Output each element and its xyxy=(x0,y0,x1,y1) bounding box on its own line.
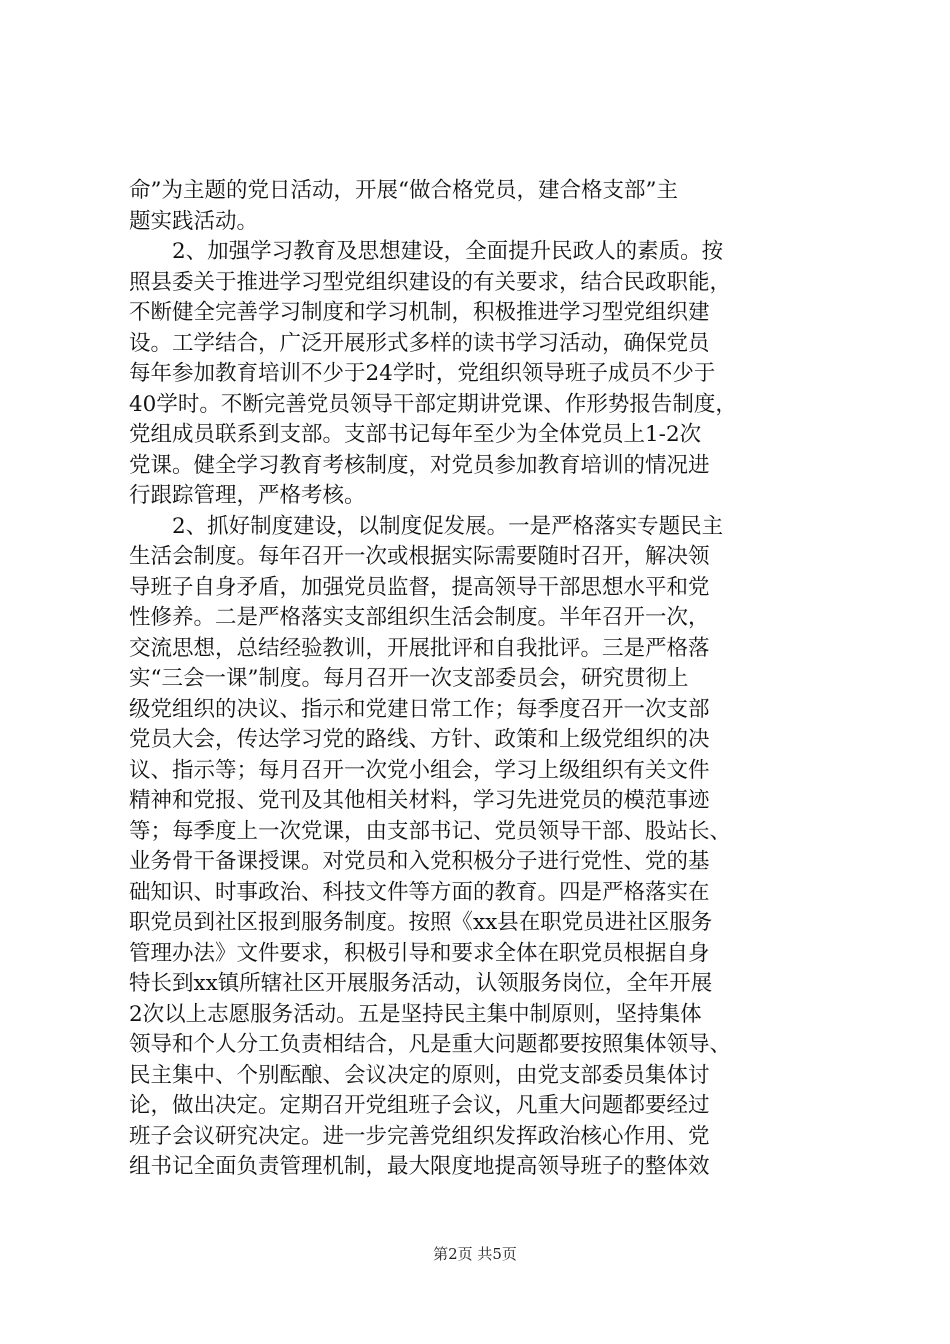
text-line: 2、加强学习教育及思想建设，全面提升民政人的素质。按 xyxy=(129,239,724,264)
text-line: 党员大会，传达学习党的路线、方针、政策和上级党组织的决 xyxy=(129,727,710,752)
text-line: 命”为主题的党日活动，开展“做合格党员，建合格支部”主 xyxy=(129,178,678,203)
text-line: 础知识、时事政治、科技文件等方面的教育。四是严格落实在 xyxy=(129,879,710,905)
text-line: 每年参加教育培训不少于24学时，党组织领导班子成员不少于 xyxy=(129,361,716,386)
text-line: 不断健全完善学习制度和学习机制，积极推进学习型党组织建 xyxy=(129,300,710,325)
text-line: 2次以上志愿服务活动。五是坚持民主集中制原则，坚持集体 xyxy=(129,1001,702,1027)
text-line: 40学时。不断完善党员领导干部定期讲党课、作形势报告制度， xyxy=(129,391,737,417)
text-line: 实“三会一课”制度。每月召开一次支部委员会，研究贯彻上 xyxy=(129,666,689,691)
text-line: 设。工学结合，广泛开展形式多样的读书学习活动，确保党员 xyxy=(129,330,710,356)
text-line: 特长到xx镇所辖社区开展服务活动，认领服务岗位，全年开展 xyxy=(129,971,713,996)
text-line: 2、抓好制度建设，以制度促发展。一是严格落实专题民主 xyxy=(129,513,724,539)
page-footer: 第2页 共5页 xyxy=(433,1245,517,1263)
text-line: 职党员到社区报到服务制度。按照《xx县在职党员进社区服务 xyxy=(129,910,713,935)
text-line: 组书记全面负责管理机制，最大限度地提高领导班子的整体效 xyxy=(129,1154,710,1179)
text-line: 等；每季度上一次党课，由支部书记、党员领导干部、股站长、 xyxy=(129,818,732,844)
text-line: 党课。健全学习教育考核制度，对党员参加教育培训的情况进 xyxy=(129,452,710,478)
text-line: 管理办法》文件要求，积极引导和要求全体在职党员根据自身 xyxy=(129,940,710,966)
text-line: 题实践活动。 xyxy=(129,208,259,234)
text-line: 导班子自身矛盾，加强党员监督，提高领导干部思想水平和党 xyxy=(129,574,710,600)
text-line: 议、指示等；每月召开一次党小组会，学习上级组织有关文件 xyxy=(129,757,710,783)
text-line: 民主集中、个别酝酿、会议决定的原则，由党支部委员集体讨 xyxy=(129,1062,710,1088)
text-line: 行跟踪管理，严格考核。 xyxy=(129,483,366,508)
text-line: 论，做出决定。定期召开党组班子会议，凡重大问题都要经过 xyxy=(129,1093,710,1118)
text-line: 性修养。二是严格落实支部组织生活会制度。半年召开一次， xyxy=(129,605,710,630)
text-line: 级党组织的决议、指示和党建日常工作；每季度召开一次支部 xyxy=(129,696,710,722)
text-line: 业务骨干备课授课。对党员和入党积极分子进行党性、党的基 xyxy=(129,849,710,874)
text-line: 生活会制度。每年召开一次或根据实际需要随时召开，解决领 xyxy=(129,544,710,569)
text-line: 党组成员联系到支部。支部书记每年至少为全体党员上1-2次 xyxy=(129,422,702,447)
document-body xyxy=(129,176,829,1183)
text-line: 照县委关于推进学习型党组织建设的有关要求，结合民政职能， xyxy=(129,269,732,295)
text-line: 班子会议研究决定。进一步完善党组织发挥政治核心作用、党 xyxy=(129,1123,710,1149)
text-line: 交流思想，总结经验教训，开展批评和自我批评。三是严格落 xyxy=(129,635,710,661)
text-line: 领导和个人分工负责相结合，凡是重大问题都要按照集体领导、 xyxy=(129,1032,732,1057)
text-line: 精神和党报、党刊及其他相关材料，学习先进党员的模范事迹 xyxy=(129,788,710,813)
